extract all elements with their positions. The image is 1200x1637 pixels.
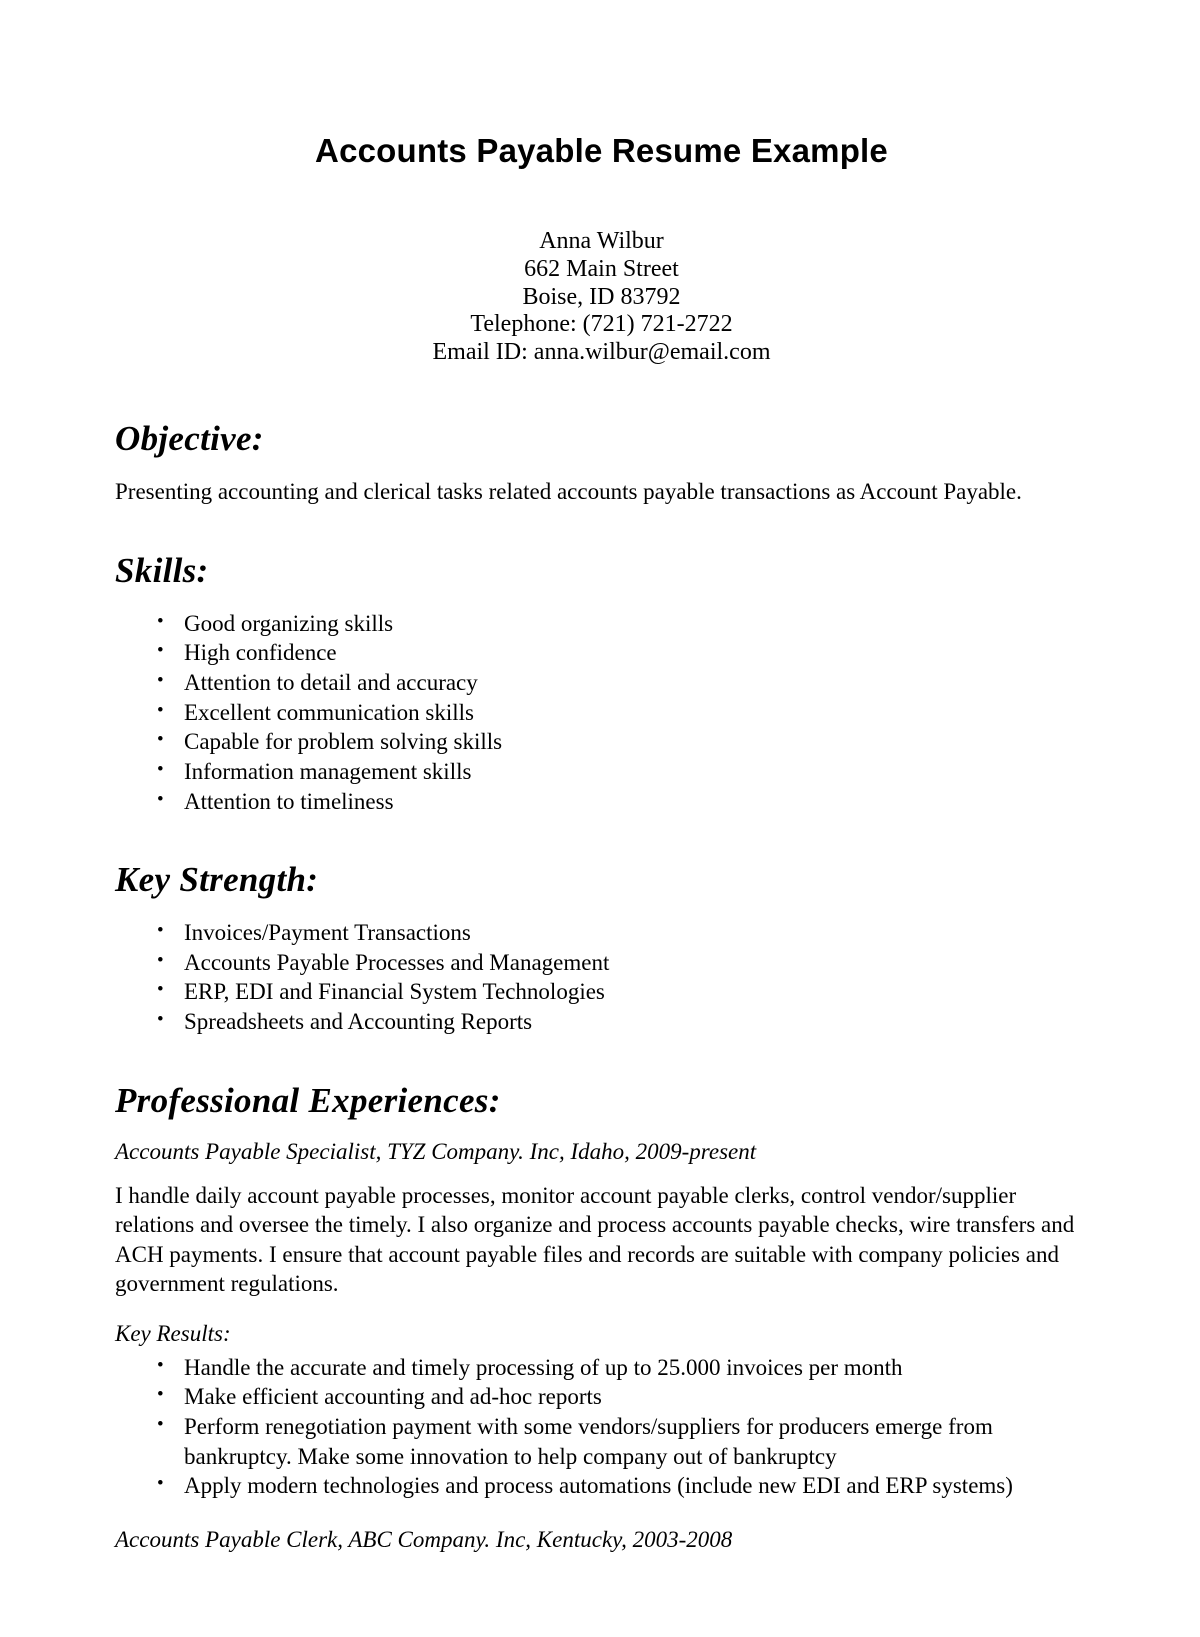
list-item: • Apply modern technologies and process automations (include new EDI and ERP systems): [157, 1471, 1088, 1501]
list-item: • Attention to timeliness: [157, 787, 1088, 817]
skills-heading: Skills:: [115, 550, 209, 590]
list-item: • High confidence: [157, 638, 1088, 668]
key-results-list: [115, 1353, 1088, 1501]
list-item: • Spreadsheets and Accounting Reports: [157, 1007, 1088, 1037]
contact-city-state-zip: Boise, ID 83792: [522, 283, 681, 310]
list-item: • Handle the accurate and timely processing of up to 25.000 invoices per month: [157, 1353, 1088, 1383]
key-strength-list: [115, 918, 1088, 1037]
job-description: I handle daily account payable processes, monitor account payable clerks, control vendor/supplier relations and oversee the timely. I also organize and process accounts payable checks, wire transfers and ACH payments. I ensure that account payable files and records are suitable with company policies and government regulations.: [115, 1182, 1075, 1297]
contact-email: Email ID: anna.wilbur@email.com: [432, 339, 771, 366]
job-title: Accounts Payable Specialist, TYZ Company. Inc, Idaho, 2009-present: [115, 1138, 757, 1164]
job-title: Accounts Payable Clerk, ABC Company. Inc, Kentucky, 2003-2008: [115, 1526, 733, 1552]
list-item: • Perform renegotiation payment with some vendors/suppliers for producers emerge from bankruptcy. Make some innovation to help company out of bankruptcy: [157, 1412, 1088, 1471]
key-strength-heading: Key Strength:: [115, 860, 319, 900]
objective-heading: Objective:: [115, 419, 264, 459]
list-item: • Attention to detail and accuracy: [157, 668, 1088, 698]
contact-telephone: Telephone: (721) 721-2722: [470, 311, 733, 338]
section-objective: [115, 419, 1088, 506]
page-title: Accounts Payable Resume Example: [315, 132, 888, 169]
section-professional-experiences: [115, 1081, 1088, 1553]
list-item: • Invoices/Payment Transactions: [157, 918, 1088, 948]
job-entry: [115, 1139, 1088, 1501]
contact-block: [115, 228, 1088, 367]
contact-address: 662 Main Street: [524, 255, 679, 282]
key-results-label: Key Results:: [115, 1320, 231, 1346]
experience-heading: Professional Experiences:: [115, 1080, 501, 1120]
list-item: • ERP, EDI and Financial System Technologies: [157, 977, 1088, 1007]
list-item: • Capable for problem solving skills: [157, 727, 1088, 757]
list-item: • Accounts Payable Processes and Management: [157, 948, 1088, 978]
list-item: • Good organizing skills: [157, 609, 1088, 639]
section-skills: [115, 551, 1088, 817]
list-item: • Excellent communication skills: [157, 698, 1088, 728]
list-item: • Make efficient accounting and ad-hoc reports: [157, 1382, 1088, 1412]
section-key-strength: [115, 860, 1088, 1037]
objective-text: Presenting accounting and clerical tasks related accounts payable transactions as Account Payable.: [115, 479, 1022, 505]
skills-list: [115, 609, 1088, 817]
contact-name: Anna Wilbur: [539, 228, 664, 254]
list-item: • Information management skills: [157, 757, 1088, 787]
